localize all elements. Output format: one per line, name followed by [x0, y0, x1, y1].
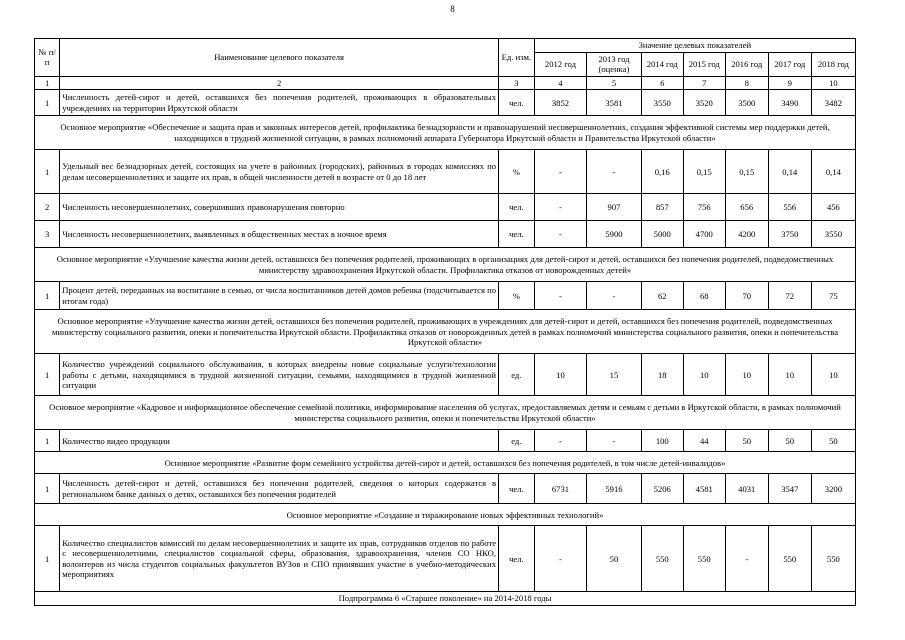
- value-cell: 550: [641, 526, 683, 592]
- unit: ед.: [499, 430, 535, 452]
- value-cell: 5206: [641, 474, 683, 504]
- table-row: [35, 194, 856, 221]
- header-name: Наименование целевого показателя: [60, 39, 499, 77]
- value-cell: 456: [811, 194, 855, 221]
- value-cell: -: [534, 526, 586, 592]
- value-cell: 5916: [587, 474, 642, 504]
- indicator-name: Количество видео продукции: [60, 430, 499, 452]
- value-cell: 4200: [725, 221, 768, 248]
- value-cell: 75: [811, 282, 855, 310]
- row-num: 1: [35, 430, 60, 452]
- column-number: 8: [725, 76, 768, 89]
- value-cell: 4031: [725, 474, 768, 504]
- value-cell: 50: [768, 430, 811, 452]
- column-number: 7: [683, 76, 725, 89]
- column-number: 1: [35, 76, 60, 89]
- unit: чел.: [499, 90, 535, 116]
- value-cell: -: [587, 150, 642, 194]
- header-year: 2014 год: [641, 53, 683, 77]
- value-cell: 3200: [811, 474, 855, 504]
- value-cell: 0,14: [811, 150, 855, 194]
- unit: чел.: [499, 194, 535, 221]
- indicator-name: Численность детей-сирот и детей, оставшихся без попечения родителей, сведения о которых содержатся в региональном банке данных о детях, оставшихся без попечения родителей: [60, 474, 499, 504]
- indicator-name: Количество специалистов комиссий по делам несовершеннолетних и защите их прав, сотрудников отделов по работе с несовершеннолетними, специалистов социальной сферы, образования, здравоохранения, членов СО НКО, волонтеров из числа студентов социальных факультетов ВУЗов и СПО принявших участие в учебно-методических мероприятиях: [60, 526, 499, 592]
- indicator-name: Численность детей-сирот и детей, оставшихся без попечения родителей, проживающих в образовательных учреждениях на территории Иркутской области: [60, 90, 499, 116]
- row-num: 1: [35, 282, 60, 310]
- table-row: [35, 90, 856, 116]
- unit: чел.: [499, 526, 535, 592]
- value-cell: 70: [725, 282, 768, 310]
- value-cell: 0,14: [768, 150, 811, 194]
- header-num: № п/п: [35, 39, 60, 77]
- section-row: [35, 504, 856, 526]
- section-title: Основное мероприятие «Развитие форм семейного устройства детей-сирот и детей, оставшихся без попечения родителей, в том числе детей-инвалидов»: [35, 452, 856, 474]
- section-row: [35, 396, 856, 430]
- value-cell: 3550: [641, 90, 683, 116]
- value-cell: -: [725, 526, 768, 592]
- value-cell: 44: [683, 430, 725, 452]
- value-cell: 556: [768, 194, 811, 221]
- column-number: 9: [768, 76, 811, 89]
- value-cell: 68: [683, 282, 725, 310]
- value-cell: 0,15: [725, 150, 768, 194]
- header-unit: Ед. изм.: [499, 39, 535, 77]
- section-row: [35, 310, 856, 354]
- indicator-name: Удельный вес безнадзорных детей, состоящих на учете в районных (городских), районных в городах комиссиях по делам несовершеннолетних и защите их прав, в общей численности детей в возрасте от 0 до 18 лет: [60, 150, 499, 194]
- value-cell: 4700: [683, 221, 725, 248]
- row-num: 1: [35, 526, 60, 592]
- section-row: [35, 452, 856, 474]
- table-row: [35, 150, 856, 194]
- value-cell: 50: [587, 526, 642, 592]
- table-row: [35, 282, 856, 310]
- value-cell: 62: [641, 282, 683, 310]
- column-number: 6: [641, 76, 683, 89]
- unit: %: [499, 282, 535, 310]
- section-title: Основное мероприятие «Создание и тиражирование новых эффективных технологий»: [35, 504, 856, 526]
- column-number: 4: [534, 76, 586, 89]
- value-cell: 15: [587, 354, 642, 396]
- value-cell: 5900: [587, 221, 642, 248]
- section-row: [35, 116, 856, 150]
- value-cell: 3750: [768, 221, 811, 248]
- indicator-name: Численность несовершеннолетних, выявленных в общественных местах в ночное время: [60, 221, 499, 248]
- header-year: 2017 год: [768, 53, 811, 77]
- value-cell: 756: [683, 194, 725, 221]
- unit: чел.: [499, 474, 535, 504]
- target-indicators-table: [34, 38, 856, 606]
- value-cell: 0,16: [641, 150, 683, 194]
- value-cell: -: [534, 430, 586, 452]
- value-cell: 10: [768, 354, 811, 396]
- value-cell: 656: [725, 194, 768, 221]
- value-cell: 3490: [768, 90, 811, 116]
- row-num: 2: [35, 194, 60, 221]
- value-cell: 6731: [534, 474, 586, 504]
- value-cell: 3550: [811, 221, 855, 248]
- value-cell: -: [534, 221, 586, 248]
- table-row: [35, 221, 856, 248]
- value-cell: 3852: [534, 90, 586, 116]
- subprogram-title: Подпрограмма 6 «Старшее поколение» на 2014-2018 годы: [35, 592, 856, 605]
- value-cell: 3547: [768, 474, 811, 504]
- unit: %: [499, 150, 535, 194]
- table-row: [35, 430, 856, 452]
- value-cell: 3581: [587, 90, 642, 116]
- row-num: 1: [35, 90, 60, 116]
- column-number: 2: [60, 76, 499, 89]
- value-cell: 0,15: [683, 150, 725, 194]
- header-year: 2013 год (оценка): [587, 53, 642, 77]
- page-number: 8: [450, 4, 455, 14]
- section-row: [35, 248, 856, 282]
- row-num: 1: [35, 354, 60, 396]
- column-number: 3: [499, 76, 535, 89]
- value-cell: 3520: [683, 90, 725, 116]
- value-cell: 100: [641, 430, 683, 452]
- table-row: [35, 474, 856, 504]
- section-title: Основное мероприятие «Улучшение качества жизни детей, оставшихся без попечения родителей, проживающих в организациях для детей-сирот и детей, оставшихся без попечения родителей, подведомственных министерству здравоохранения Иркутской области. Профилактика отказов от новорожденных детей»: [35, 248, 856, 282]
- header-year: 2015 год: [683, 53, 725, 77]
- value-cell: 550: [811, 526, 855, 592]
- value-cell: -: [534, 194, 586, 221]
- value-cell: 50: [725, 430, 768, 452]
- value-cell: 3482: [811, 90, 855, 116]
- value-cell: 857: [641, 194, 683, 221]
- row-num: 1: [35, 474, 60, 504]
- header-year: 2018 год: [811, 53, 855, 77]
- section-title: Основное мероприятие «Кадровое и информационное обеспечение семейной политики, информирование населения об услугах, предоставляемых детям и семьям с детьми в Иркутской области, в рамках полномочий министерства социального развития, опеки и попечительства Иркутской области»: [35, 396, 856, 430]
- value-cell: 907: [587, 194, 642, 221]
- value-cell: -: [534, 282, 586, 310]
- value-cell: 72: [768, 282, 811, 310]
- value-cell: 550: [768, 526, 811, 592]
- indicator-name: Численность несовершеннолетних, совершивших правонарушения повторно: [60, 194, 499, 221]
- value-cell: 10: [811, 354, 855, 396]
- unit: чел.: [499, 221, 535, 248]
- value-cell: 4581: [683, 474, 725, 504]
- value-cell: 3500: [725, 90, 768, 116]
- value-cell: 10: [683, 354, 725, 396]
- table-row: [35, 526, 856, 592]
- value-cell: -: [534, 150, 586, 194]
- value-cell: 10: [534, 354, 586, 396]
- header-year: 2016 год: [725, 53, 768, 77]
- indicator-name: Процент детей, переданных на воспитание в семью, от числа воспитанников детей домов ребенка (подсчитывается по итогам года): [60, 282, 499, 310]
- subprogram-row: [35, 592, 856, 605]
- section-title: Основное мероприятие «Обеспечение и защита прав и законных интересов детей, профилактика безнадзорности и правонарушений несовершеннолетних, создания эффективной системы мер поддержки детей, находящихся в трудной жизненной ситуации, в рамках полномочий аппарата Губернатора Иркутской области и Правительства Иркутской области»: [35, 116, 856, 150]
- value-cell: -: [587, 282, 642, 310]
- value-cell: 18: [641, 354, 683, 396]
- section-title: Основное мероприятие «Улучшение качества жизни детей, оставшихся без попечения родителей, проживающих в учреждениях для детей-сирот и детей, оставшихся без попечения родителей, подведомственных министерству социального развития, опеки и попечительства Иркутской области. Профилактика отказов от новорожденных детей в рамках полномочий министерства социального развития, опеки и попечительства Иркутской области»: [35, 310, 856, 354]
- indicator-name: Количество учреждений социального обслуживания, в которых внедрены новые социальные услуги/технологии работы с детьми, находящимися в трудной жизненной ситуации, семьями, находящимися в трудной жизненной ситуации: [60, 354, 499, 396]
- row-num: 1: [35, 150, 60, 194]
- row-num: 3: [35, 221, 60, 248]
- value-cell: 5000: [641, 221, 683, 248]
- header-year: 2012 год: [534, 53, 586, 77]
- value-cell: -: [587, 430, 642, 452]
- table-row: [35, 354, 856, 396]
- unit: ед.: [499, 354, 535, 396]
- value-cell: 50: [811, 430, 855, 452]
- value-cell: 550: [683, 526, 725, 592]
- value-cell: 10: [725, 354, 768, 396]
- column-number: 10: [811, 76, 855, 89]
- header-values: Значение целевых показателей: [534, 39, 855, 53]
- column-number: 5: [587, 76, 642, 89]
